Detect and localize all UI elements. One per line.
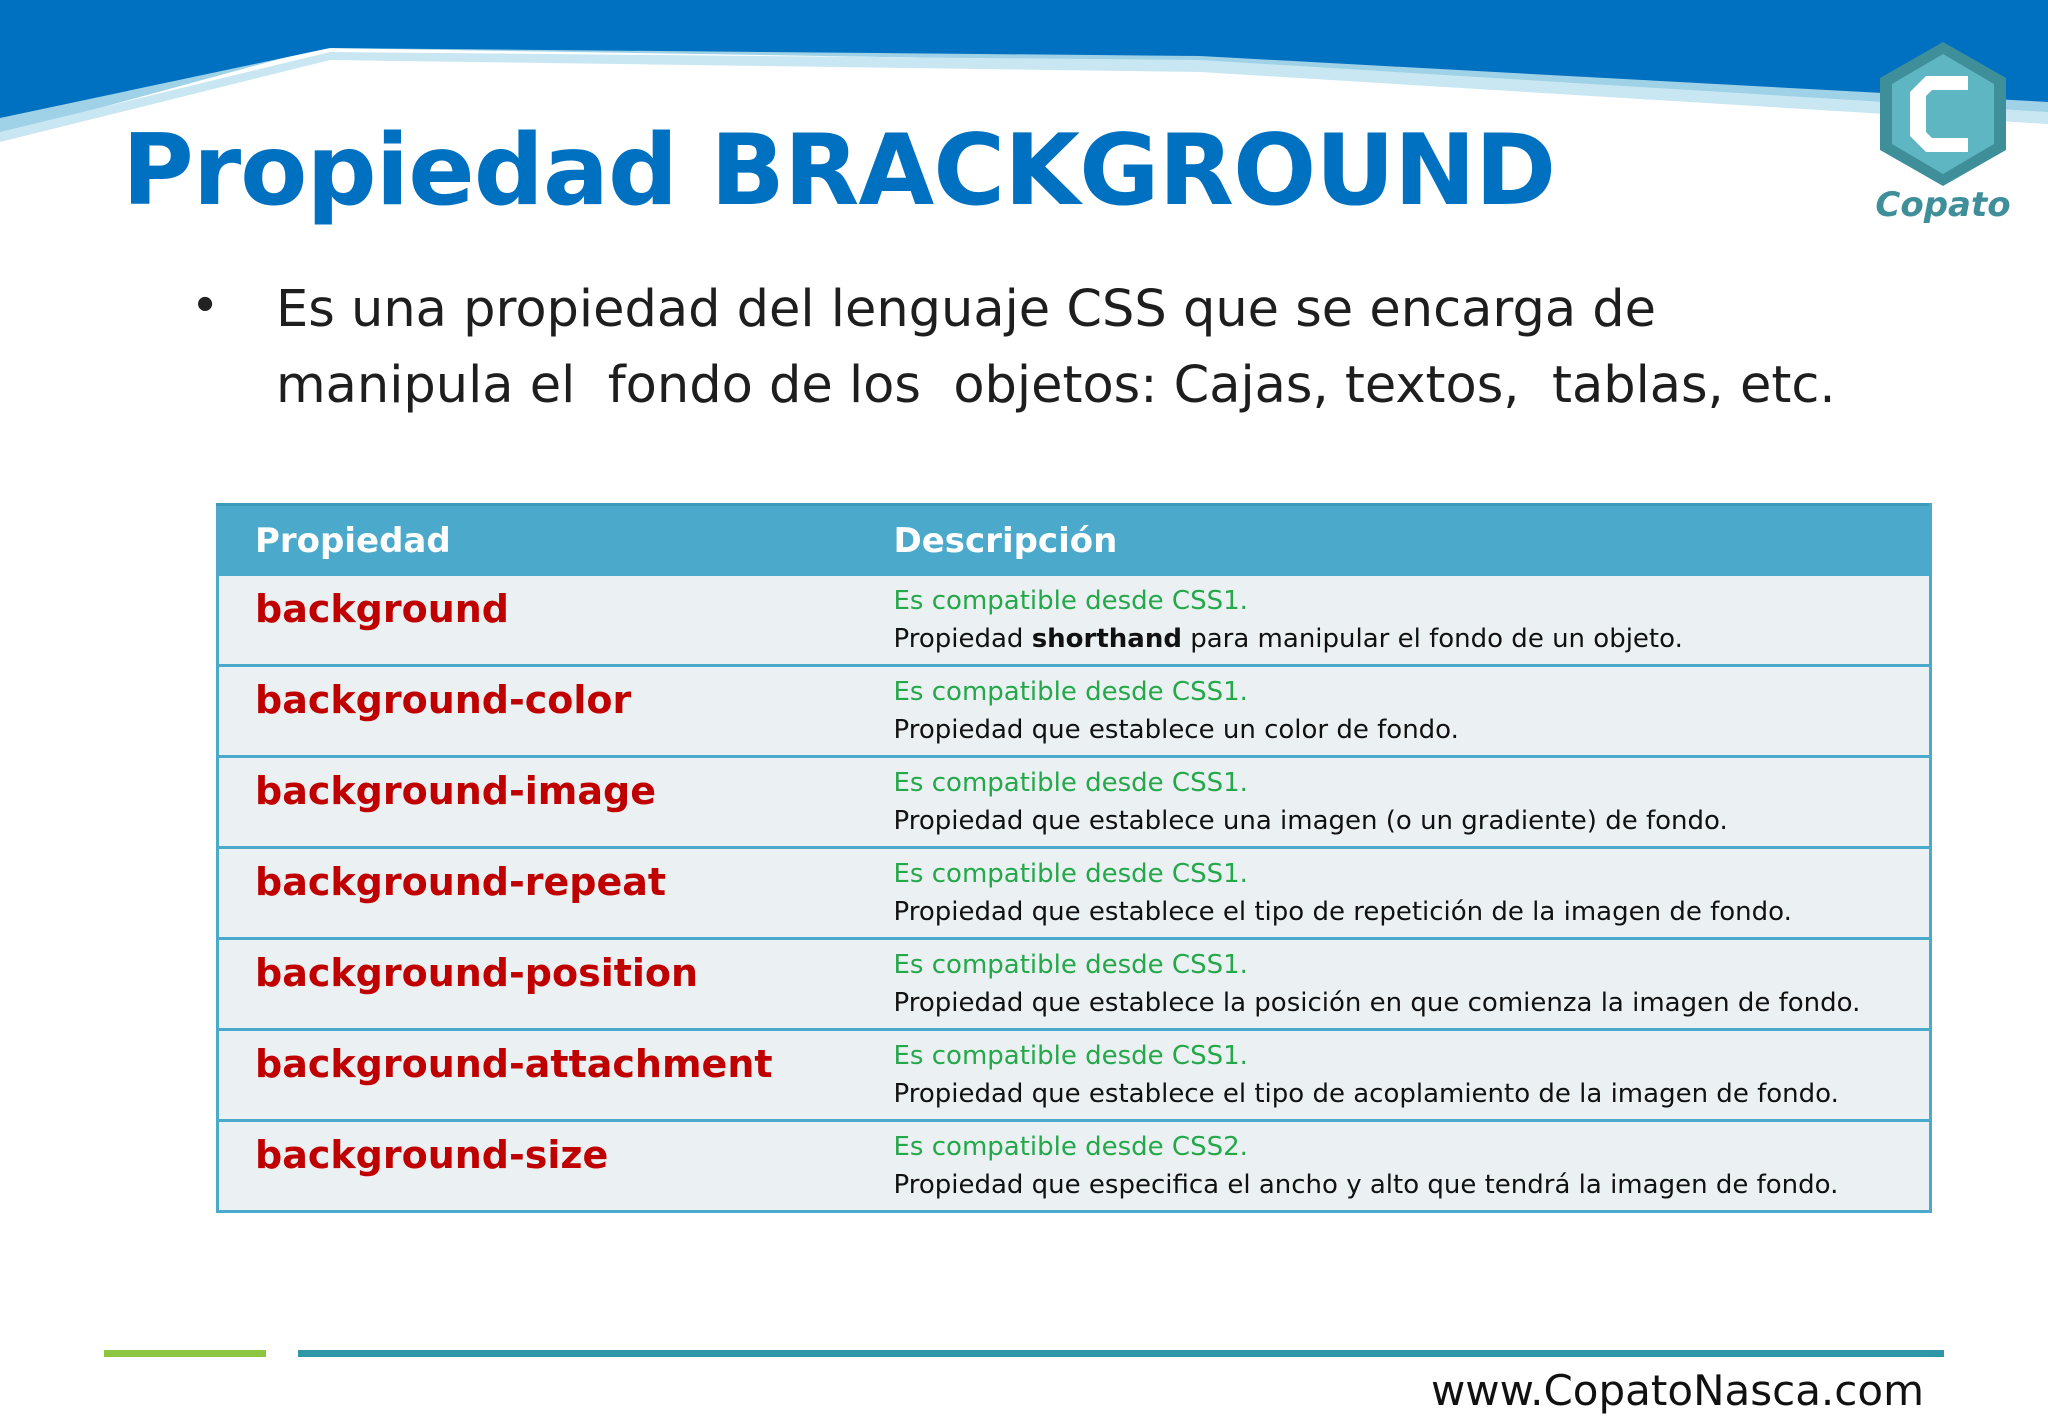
bullet-dot: •	[196, 275, 215, 333]
header-description: Descripción	[858, 505, 1931, 577]
description-bold: shorthand	[1031, 624, 1182, 654]
description-cell	[858, 576, 1931, 666]
property-name: background-size	[255, 1133, 609, 1177]
compatibility-text: Es compatible desde CSS2.	[893, 1132, 1248, 1162]
footer-accent-teal	[298, 1350, 1944, 1357]
description-text	[894, 620, 1930, 658]
property-cell	[218, 939, 858, 1030]
properties-table	[216, 503, 1932, 1213]
description-cell	[858, 1121, 1931, 1212]
footer-accent-green	[104, 1350, 266, 1357]
description-cell	[858, 848, 1931, 939]
description-part: Propiedad que establece el tipo de acoplamiento de la imagen de fondo.	[893, 1079, 1839, 1109]
table-body	[218, 576, 1931, 1212]
bullet-text: Es una propiedad del lenguaje CSS que se encarga de manipula el fondo de los objetos: Cajas, textos, tablas, etc.	[276, 280, 1836, 415]
header-property: Propiedad	[218, 505, 858, 577]
property-cell	[218, 848, 858, 939]
table-row	[218, 848, 1931, 939]
compatibility-text: Es compatible desde CSS1.	[893, 859, 1248, 889]
table-row	[218, 757, 1931, 848]
table-row	[218, 939, 1931, 1030]
footer-url: www.CopatoNasca.com	[1430, 1366, 1924, 1415]
property-cell	[218, 1030, 858, 1121]
property-cell	[218, 666, 858, 757]
compatibility-text: Es compatible desde CSS1.	[893, 586, 1248, 616]
table-row	[218, 666, 1931, 757]
description-part: Propiedad que establece una imagen (o un gradiente) de fondo.	[893, 806, 1728, 836]
description-cell	[858, 666, 1931, 757]
description-part: para manipular el fondo de un objeto.	[1181, 624, 1683, 654]
property-name: background-image	[255, 769, 657, 813]
property-name: background	[255, 587, 509, 631]
description-part: Propiedad que especifica el ancho y alto que tendrá la imagen de fondo.	[893, 1170, 1839, 1200]
table-row	[218, 1121, 1931, 1212]
page-title: Propiedad BRACKGROUND	[122, 114, 1556, 228]
property-cell	[218, 757, 858, 848]
copato-logo-text: Copato	[1875, 185, 2011, 225]
description-text	[894, 893, 1930, 931]
description-text	[894, 802, 1930, 840]
description-cell	[858, 1030, 1931, 1121]
table-row	[218, 1030, 1931, 1121]
description-part: Propiedad	[893, 624, 1032, 654]
compatibility-text: Es compatible desde CSS1.	[893, 768, 1248, 798]
description-text	[894, 1166, 1930, 1204]
description-cell	[858, 757, 1931, 848]
property-cell	[218, 1121, 858, 1212]
description-text	[894, 1075, 1930, 1113]
description-text	[894, 984, 1930, 1022]
table-row	[218, 576, 1931, 666]
copato-logo-hexagon-icon	[1868, 38, 2018, 188]
description-part: Propiedad que establece un color de fondo.	[893, 715, 1459, 745]
property-cell	[218, 576, 858, 666]
compatibility-text: Es compatible desde CSS1.	[893, 677, 1248, 707]
property-name: background-color	[255, 678, 632, 722]
table-header-row	[218, 505, 1931, 577]
compatibility-text: Es compatible desde CSS1.	[893, 1041, 1248, 1071]
compatibility-text: Es compatible desde CSS1.	[893, 950, 1248, 980]
property-name: background-position	[255, 951, 699, 995]
description-part: Propiedad que establece el tipo de repetición de la imagen de fondo.	[893, 897, 1792, 927]
description-text	[894, 711, 1930, 749]
description-part: Propiedad que establece la posición en que comienza la imagen de fondo.	[893, 988, 1861, 1018]
property-name: background-attachment	[255, 1042, 773, 1086]
copato-logo	[1868, 38, 2018, 238]
property-name: background-repeat	[255, 860, 667, 904]
description-cell	[858, 939, 1931, 1030]
